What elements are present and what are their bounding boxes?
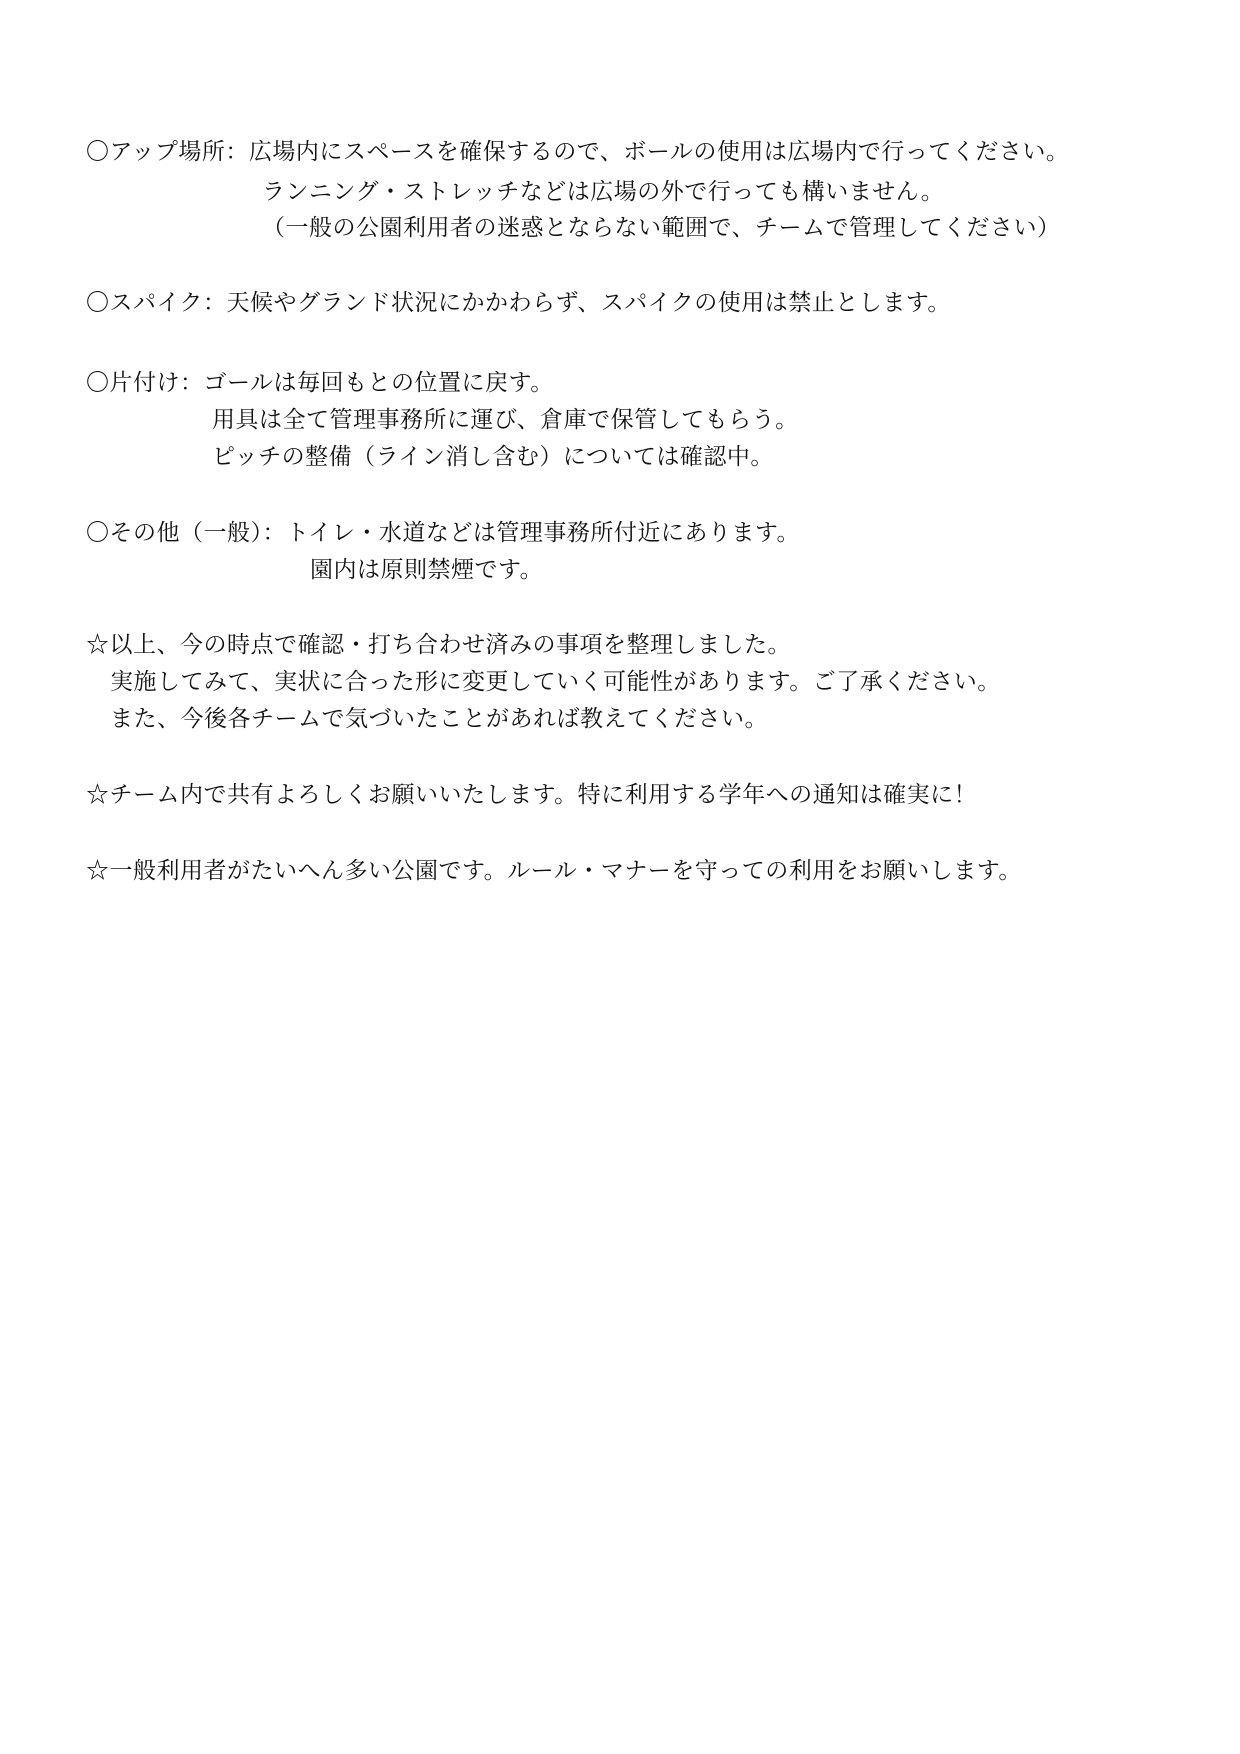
warmup-line-1: 〇アップ場所：広場内にスペースを確保するので、ボールの使用は広場内で行ってください。 [86, 139, 1070, 165]
cleanup-line-1: 〇片付け：ゴールは毎回もとの位置に戻す。 [86, 370, 554, 396]
cleanup-line-2: 用具は全て管理事務所に運び、倉庫で保管してもらう。 [212, 407, 799, 433]
warmup-line-3: （一般の公園利用者の迷惑とならない範囲で、チームで管理してください） [262, 215, 1061, 241]
warmup-line-2: ランニング・ストレッチなどは広場の外で行っても構いません。 [262, 179, 945, 205]
cleanup-line-3: ピッチの整備（ライン消し含む）については確認中。 [212, 444, 774, 470]
share-line-1: ☆チーム内で共有よろしくお願いいたします。特に利用する学年への通知は確実に！ [86, 782, 978, 808]
manners-line-1: ☆一般利用者がたいへん多い公園です。ルール・マナーを守っての利用をお願いします。 [86, 858, 1022, 884]
other-line-1: 〇その他（一般）：トイレ・水道などは管理事務所付近にあります。 [86, 520, 801, 546]
spikes-line-1: 〇スパイク：天候やグランド状況にかかわらず、スパイクの使用は禁止とします。 [86, 290, 951, 316]
summary-line-3: また、今後各チームで気づいたことがあれば教えてください。 [110, 706, 768, 732]
other-line-2: 園内は原則禁煙です。 [310, 557, 544, 583]
summary-line-2: 実施してみて、実状に合った形に変更していく可能性があります。ご了承ください。 [110, 669, 1001, 695]
summary-line-1: ☆以上、今の時点で確認・打ち合わせ済みの事項を整理しました。 [86, 632, 791, 658]
